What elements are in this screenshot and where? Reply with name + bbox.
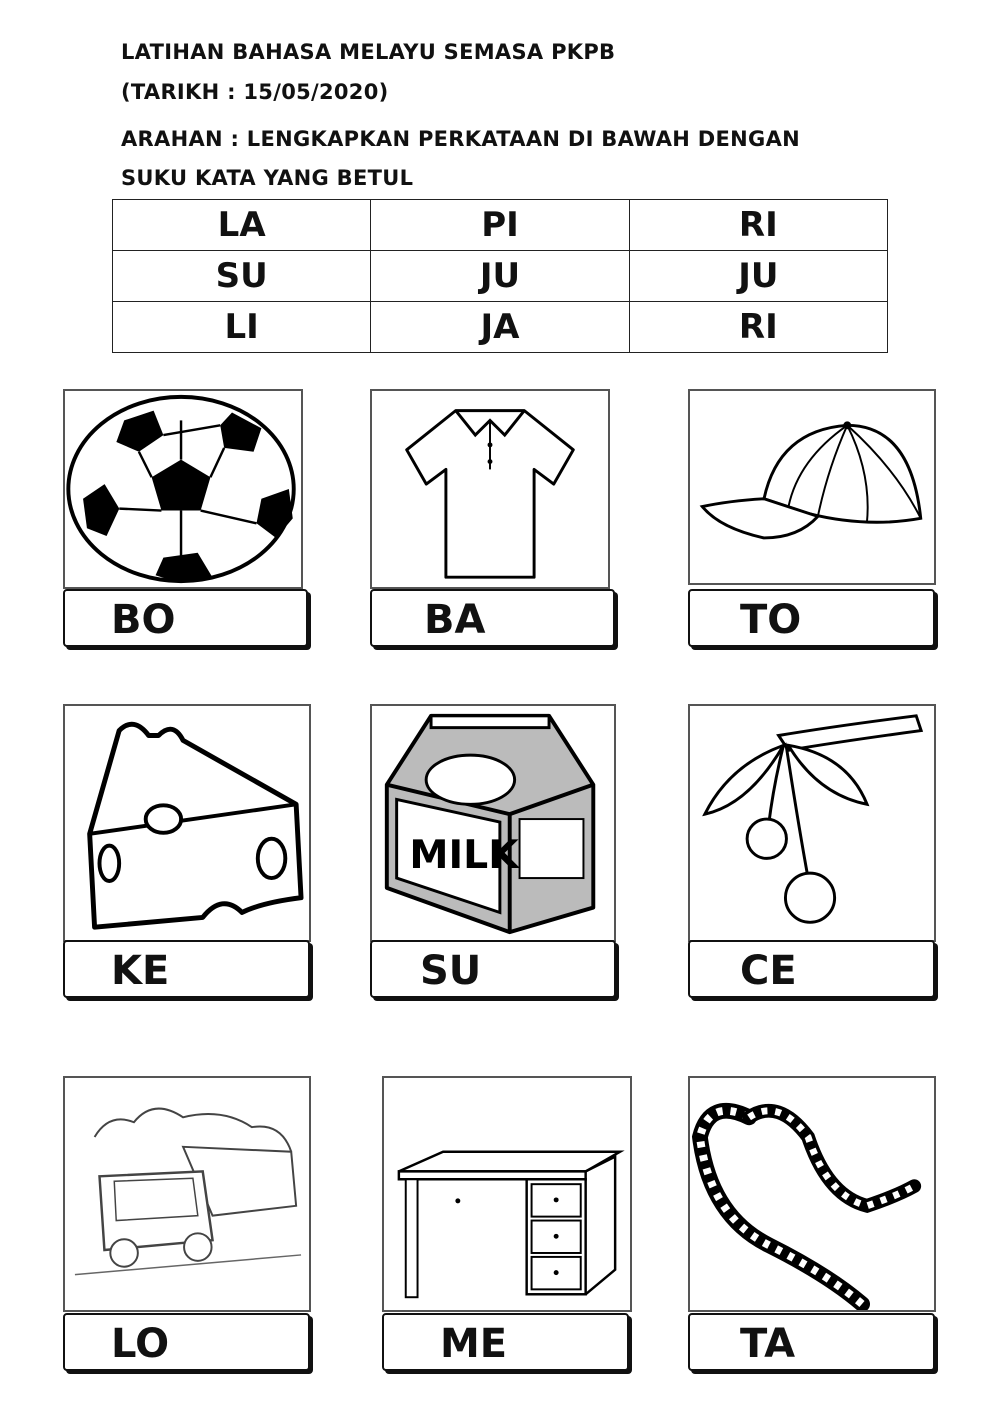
syllable-cell[interactable]: SU [113, 251, 371, 302]
syllable-row [113, 200, 888, 251]
syllable-cell[interactable]: JU [629, 251, 887, 302]
syllable-cell[interactable]: LA [113, 200, 371, 251]
lorry-icon [63, 1076, 311, 1312]
word-prefix: CE [740, 948, 797, 994]
word-answer-box[interactable] [370, 940, 616, 998]
syllable-cell[interactable]: JA [371, 302, 629, 353]
syllable-row [113, 251, 888, 302]
instruction-line-1: ARAHAN : LENGKAPKAN PERKATAAN DI BAWAH DENGAN [121, 127, 800, 151]
word-prefix: LO [111, 1321, 170, 1367]
worksheet-date: (TARIKH : 15/05/2020) [121, 80, 389, 104]
instruction-line-2: SUKU KATA YANG BETUL [121, 166, 414, 190]
word-answer-box[interactable] [688, 1313, 935, 1371]
word-prefix: KE [111, 948, 170, 994]
syllable-cell[interactable]: RI [629, 200, 887, 251]
word-answer-box[interactable] [63, 589, 308, 647]
cheese-icon [63, 704, 311, 942]
desk-icon [382, 1076, 632, 1312]
syllable-table [112, 199, 888, 353]
syllable-row [113, 302, 888, 353]
word-prefix: TO [740, 597, 802, 643]
word-answer-box[interactable] [63, 940, 310, 998]
word-prefix: SU [420, 948, 482, 994]
word-answer-box[interactable] [382, 1313, 629, 1371]
worksheet-title: LATIHAN BAHASA MELAYU SEMASA PKPB [121, 40, 616, 64]
cap-icon [688, 389, 936, 585]
word-prefix: ME [440, 1321, 508, 1367]
word-answer-box[interactable] [370, 589, 615, 647]
soccer-ball-icon [63, 389, 303, 589]
syllable-cell[interactable]: LI [113, 302, 371, 353]
word-answer-box[interactable] [688, 589, 935, 647]
word-prefix: BO [111, 597, 176, 643]
syllable-cell[interactable]: PI [371, 200, 629, 251]
word-prefix: BA [424, 597, 486, 643]
cherry-icon [688, 704, 936, 942]
word-prefix: TA [740, 1321, 796, 1367]
shirt-icon [370, 389, 610, 589]
syllable-cell[interactable]: RI [629, 302, 887, 353]
syllable-cell[interactable]: JU [371, 251, 629, 302]
word-answer-box[interactable] [688, 940, 935, 998]
milk-label: MILK [409, 833, 519, 879]
word-answer-box[interactable] [63, 1313, 310, 1371]
milk-carton-icon [370, 704, 616, 942]
rope-icon [688, 1076, 936, 1312]
